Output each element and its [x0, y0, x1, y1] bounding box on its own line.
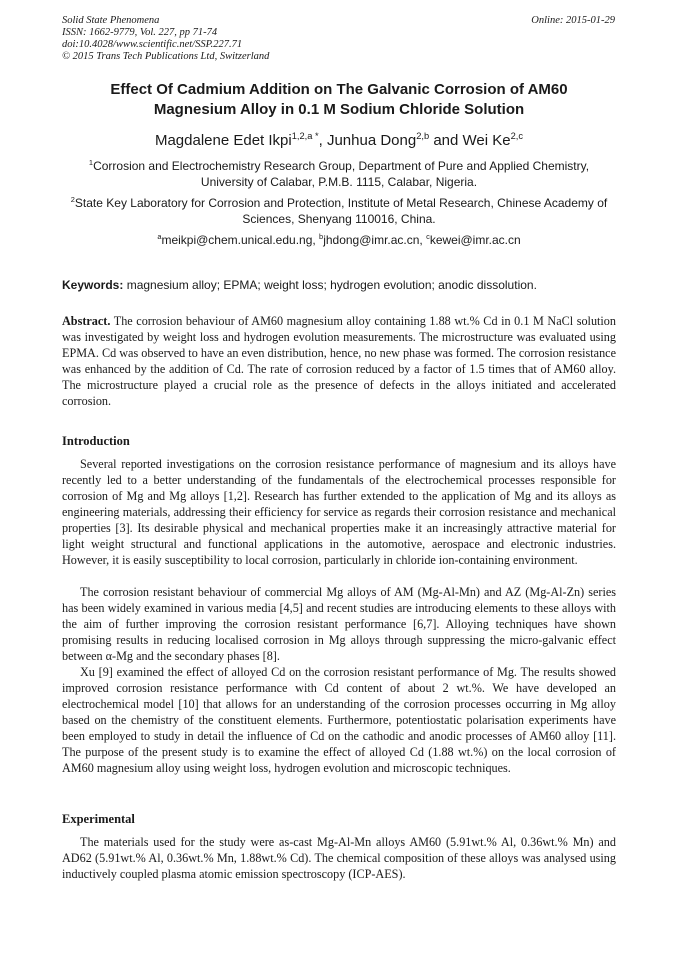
- experimental-paragraph-1: The materials used for the study were as-cast Mg-Al-Mn alloys AM60 (5.91wt.% Al, 0.36wt.% Mn) and AD62 (5.91wt.% Al, 0.36wt.% Mn, 1.88wt.% Cd). The chemical composition of these alloys was analysed using inductively coupled plasma atomic emission spectroscopy (ICP-AES).: [62, 835, 616, 881]
- affiliation-1-text: Corrosion and Electrochemistry Research Group, Department of Pure and Applied Chemistry, University of Calabar, P.M.B. 1115, Calabar, Nigeria.: [93, 159, 590, 189]
- email-list: [62, 232, 616, 248]
- author-3: Wei Ke: [462, 132, 511, 149]
- abstract-text: The corrosion behaviour of AM60 magnesium alloy containing 1.88 wt.% Cd in 0.1 M NaCl solution was investigated by weight loss and hydrogen evolution measurements. The microstructure was evaluated using EPMA. Cd was observed to have an even distribution, hence, no new phase was formed. The corrosion resistance was enhanced by the addition of Cd. The rate of corrosion reduced by a factor of 1.5 times that of AM60 alloy. The microstructure played a crucial role as the presence of defects in the alloys initiated and accelerated corrosion.: [62, 314, 616, 408]
- journal-name: Solid State Phenomena: [62, 15, 160, 26]
- introduction-heading: Introduction: [62, 434, 130, 448]
- author-3-affil: 2,c: [510, 131, 524, 141]
- introduction-paragraph-1: Several reported investigations on the corrosion resistance performance of magnesium and its alloys have recently led to a better understanding of the fundamentals of the electrochemical processes responsible for corrosion of Mg and Mg alloys [1,2]. Research has further extended to the application of Mg and its alloys as engineering materials, addressing their efficiency for service as regards their corrosion resistance and mechanical properties [3]. Its desirable physical and mechanical properties make it an increasingly attractive material for light weight structural and functional applications in the automotive, aerospace and electronic industries. However, it is easily susceptibility to local corrosion, particularly in chloride ion-containing environment.: [62, 457, 616, 567]
- paper-title: [62, 80, 616, 120]
- author-2: Junhua Dong: [326, 132, 417, 149]
- author-1: Magdalene Edet Ikpi: [154, 132, 292, 149]
- email-b-marker: b: [319, 232, 324, 241]
- author-separator: ,: [318, 132, 327, 149]
- keywords: [62, 277, 616, 293]
- email-c[interactable]: kewei@imr.ac.cn: [429, 233, 521, 247]
- title-line-2: Magnesium Alloy in 0.1 M Sodium Chloride Solution: [153, 101, 525, 118]
- affiliation-1-marker: 1: [88, 158, 94, 167]
- author-1-affil: 1,2,a *: [291, 131, 319, 141]
- abstract: [62, 313, 616, 409]
- author-2-affil: 2,b: [416, 131, 430, 141]
- email-b[interactable]: jhdong@imr.ac.cn,: [323, 233, 427, 247]
- affiliation-2: [62, 195, 616, 227]
- experimental-heading: Experimental: [62, 812, 135, 826]
- abstract-label: Abstract.: [62, 314, 111, 328]
- title-line-1: Effect Of Cadmium Addition on The Galvanic Corrosion of AM60: [110, 81, 568, 98]
- copyright-line: © 2015 Trans Tech Publications Ltd, Switzerland: [62, 51, 270, 62]
- affiliation-1: [62, 158, 616, 190]
- keywords-label: Keywords:: [62, 278, 124, 292]
- email-a[interactable]: meikpi@chem.unical.edu.ng,: [161, 233, 320, 247]
- author-list: [62, 131, 616, 151]
- affiliation-2-text: State Key Laboratory for Corrosion and Protection, Institute of Metal Research, Chinese Academy of Sciences, Shenyang 110016, China.: [74, 196, 608, 226]
- author-separator: and: [429, 132, 463, 149]
- keywords-text: magnesium alloy; EPMA; weight loss; hydrogen evolution; anodic dissolution.: [123, 278, 537, 292]
- introduction-paragraph-3: Xu [9] examined the effect of alloyed Cd on the corrosion resistant performance of Mg. The results showed improved corrosion resistance performance with Cd content of about 2 wt.%. We have developed an electrochemical model [10] that allows for an understanding of the corrosion processes occurring in Mg alloy based on the chemistry of the constituent elements. Furthermore, potentiostatic polarisation experiments have been employed to study in detail the influence of Cd on the cathodic and anodic processes of AM60 alloy [11]. The purpose of the present study is to examine the effect of alloyed Cd (1.88 wt.%) on the local corrosion of AM60 magnesium alloy using weight loss, hydrogen evolution and microscopic techniques.: [62, 665, 616, 775]
- introduction-paragraph-2: The corrosion resistant behaviour of commercial Mg alloys of AM (Mg-Al-Mn) and AZ (Mg-Al-Zn) series has been widely examined in various media [4,5] and recent studies are introducing elements to these alloys with the aim of further improving the corrosion resistant performance [6,7]. Alloying techniques have shown promising results in reducing localised corrosion in Mg alloys through suppressing the micro-galvanic effect between α-Mg and the secondary phases [8].: [62, 585, 616, 663]
- email-c-marker: c: [426, 232, 430, 241]
- doi-line[interactable]: doi:10.4028/www.scientific.net/SSP.227.71: [62, 39, 243, 50]
- online-date: Online: 2015-01-29: [531, 15, 615, 26]
- affiliation-2-marker: 2: [70, 195, 75, 204]
- email-a-marker: a: [157, 232, 162, 241]
- journal-header: [62, 15, 269, 63]
- issn-line: ISSN: 1662-9779, Vol. 227, pp 71-74: [62, 27, 218, 38]
